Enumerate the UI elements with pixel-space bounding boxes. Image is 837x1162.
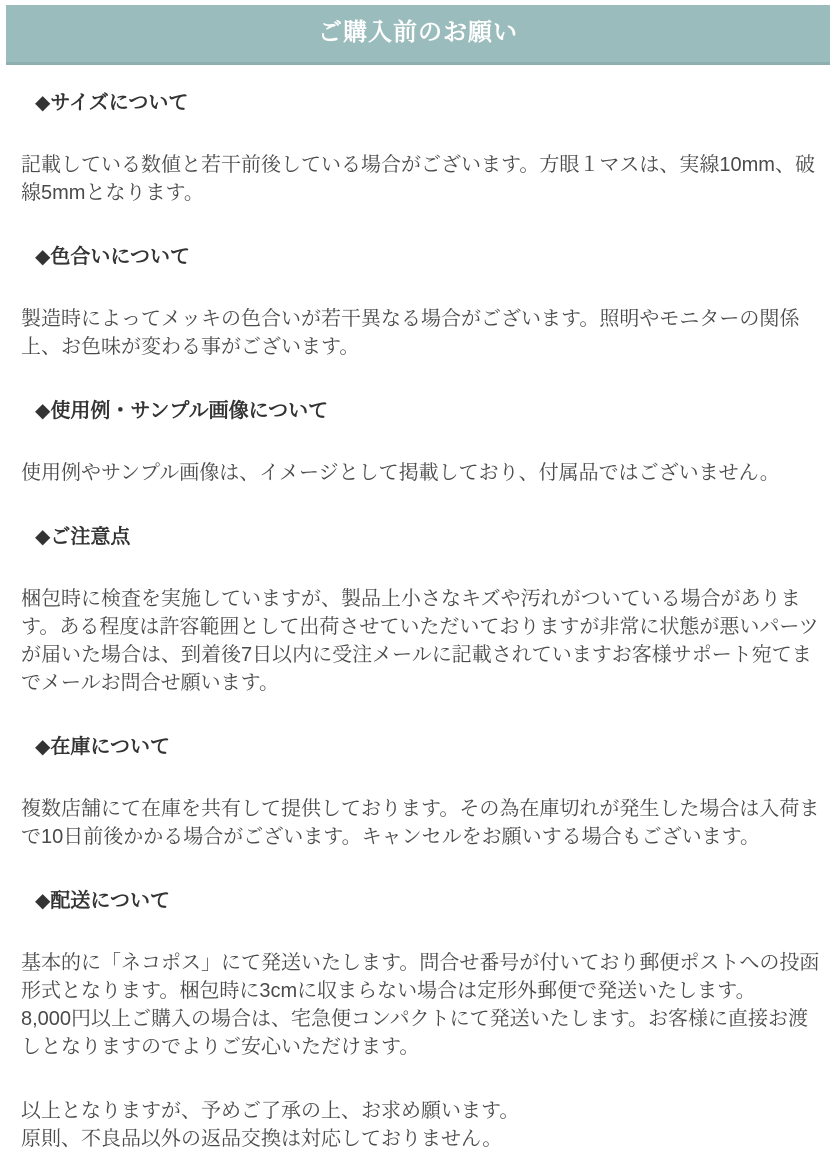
purchase-notice-page xyxy=(0,5,837,1153)
section-sample-images xyxy=(21,397,823,487)
section-body xyxy=(21,949,823,1061)
section-heading: ◆ご注意点 xyxy=(35,526,131,548)
section-stock xyxy=(21,733,823,851)
closing-note xyxy=(21,1097,823,1153)
section-size xyxy=(21,89,823,207)
section-color xyxy=(21,243,823,361)
section-body: 製造時によってメッキの色合いが若干異なる場合がございます。照明やモニターの関係上、お色味が変わる事がございます。 xyxy=(21,308,800,358)
section-body-line: 8,000円以上ご購入の場合は、宅急便コンパクトにて発送いたします。お客様に直接お渡しとなりますのでよりご安心いただけます。 xyxy=(21,1008,809,1058)
section-body-line: 基本的に「ネコポス」にて発送いたします。問合せ番号が付いており郵便ポストへの投函形式となります。梱包時に3cmに収まらない場合は定形外郵便で発送いたします。 xyxy=(21,952,820,1002)
section-shipping xyxy=(21,887,823,1061)
page-header xyxy=(6,5,830,65)
notice-content xyxy=(0,65,837,1153)
section-heading: ◆使用例・サンプル画像について xyxy=(35,400,329,422)
section-cautions xyxy=(21,523,823,697)
section-body: 記載している数値と若干前後している場合がございます。方眼１マスは、実線10mm、破線5mmとなります。 xyxy=(21,154,815,204)
section-body: 梱包時に検査を実施していますが、製品上小さなキズや汚れがついている場合があります。ある程度は許容範囲として出荷させていただいておりますが非常に状態が悪いパーツが届いた場合は、到着後7日以内に受注メールに記載されていますお客様サポート宛てまでメールお問合せ願います。 xyxy=(21,588,819,694)
section-heading: ◆配送について xyxy=(35,890,170,912)
closing-note-line: 以上となりますが、予めご了承の上、お求め願います。 xyxy=(21,1100,520,1122)
section-body: 複数店舗にて在庫を共有して提供しております。その為在庫切れが発生した場合は入荷まで10日前後かかる場合がございます。キャンセルをお願いする場合もございます。 xyxy=(21,798,820,848)
closing-note-line: 原則、不良品以外の返品交換は対応しておりません。 xyxy=(21,1128,503,1150)
section-heading: ◆色合いについて xyxy=(35,246,190,268)
section-heading: ◆サイズについて xyxy=(35,92,189,114)
page-title: ご購入前のお願い xyxy=(318,19,518,46)
section-heading: ◆在庫について xyxy=(35,736,170,758)
section-body: 使用例やサンプル画像は、イメージとして掲載しており、付属品ではございません。 xyxy=(21,462,780,484)
